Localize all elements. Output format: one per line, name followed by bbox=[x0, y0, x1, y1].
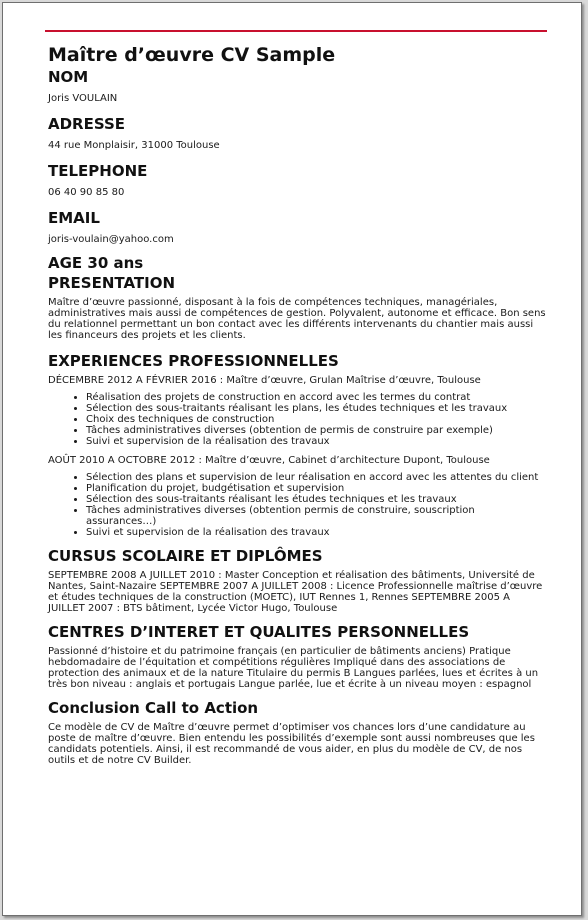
list-item: • Choix des techniques de construction bbox=[86, 414, 548, 425]
cursus-heading: CURSUS SCOLAIRE ET DIPLÔMES bbox=[48, 547, 323, 565]
list-item: • Réalisation des projets de construction en accord avec les termes du contrat bbox=[86, 392, 548, 403]
job-tasks-list bbox=[48, 392, 548, 447]
cv-content bbox=[48, 43, 548, 766]
experiences-heading: EXPERIENCES PROFESSIONNELLES bbox=[48, 352, 339, 370]
cursus-text: SEPTEMBRE 2008 A JUILLET 2010 : Master Conception et réalisation des bâtiments, Université de Nantes, Saint-Nazaire SEPTEMBRE 2007 A JUILLET 2008 : Licence Professionnelle maîtrise d’œuvre et études techniques de la construction (MOETC), IUT Rennes 1, Rennes SEPTEMBRE 2005 A JUILLET 2007 : BTS bâtiment, Lycée Victor Hugo, Toulouse bbox=[48, 570, 543, 614]
list-item: • Suivi et supervision de la réalisation des travaux bbox=[86, 527, 548, 538]
job-title: DÉCEMBRE 2012 A FÉVRIER 2016 : Maître d’œuvre, Grulan Maîtrise d’œuvre, Toulouse bbox=[48, 375, 481, 386]
interets-text: Passionné d’histoire et du patrimoine français (en particulier de bâtiments anciens) Pratique hebdomadaire de l’équitation et compétitions régulières Impliqué dans des associations de protection des animaux et de la nature Titulaire du permis B Langues parlées, lues et écrites à un très bon niveau : anglais et portugais Langue parlée, lue et écrite à un niveau moyen : espagnol bbox=[48, 646, 539, 690]
page-title: Maître d’œuvre CV Sample bbox=[48, 44, 336, 66]
adresse-heading: ADRESSE bbox=[48, 115, 126, 133]
list-item: • Tâches administratives diverses (obtention de permis de construire par exemple) bbox=[86, 425, 548, 436]
age-heading: AGE 30 ans bbox=[48, 254, 144, 272]
telephone-value: 06 40 90 85 80 bbox=[48, 187, 125, 198]
conclusion-text: Ce modèle de CV de Maître d’œuvre permet d’optimiser vos chances lors d’une candidature au poste de maître d’œuvre. Bien entendu les possibilités d’exemple sont aussi nombreuses que les candidats potentiels. Ainsi, il est recommandé de vous aider, en plus du modèle de CV, de nos outils et de notre CV Builder. bbox=[48, 722, 535, 766]
list-item: • Sélection des sous-traitants réalisant les plans, les études techniques et les travaux bbox=[86, 403, 548, 414]
presentation-text: Maître d’œuvre passionné, disposant à la fois de compétences techniques, managériales, administratives mais aussi de compétences de gestion. Polyvalent, autonome et efficace. Bon sens du relationnel permettant un bon contact avec les différents intervenants du chantier mais aussi les financeurs des projets et les clients. bbox=[48, 297, 546, 341]
job-title: AOÛT 2010 A OCTOBRE 2012 : Maître d’œuvre, Cabinet d’architecture Dupont, Toulouse bbox=[48, 455, 490, 466]
adresse-value: 44 rue Monplaisir, 31000 Toulouse bbox=[48, 140, 220, 151]
job-tasks-list bbox=[48, 472, 548, 538]
interets-heading: CENTRES D’INTERET ET QUALITES PERSONNELLES bbox=[48, 623, 470, 641]
telephone-heading: TELEPHONE bbox=[48, 162, 148, 180]
top-accent-line bbox=[45, 30, 547, 32]
list-item: • Sélection des sous-traitants réalisant les études techniques et les travaux bbox=[86, 494, 548, 505]
cv-page bbox=[2, 2, 582, 916]
conclusion-heading: Conclusion Call to Action bbox=[48, 699, 259, 717]
nom-heading: NOM bbox=[48, 68, 89, 86]
email-heading: EMAIL bbox=[48, 209, 100, 227]
list-item: • Sélection des plans et supervision de leur réalisation en accord avec les attentes du client bbox=[86, 472, 548, 483]
nom-value: Joris VOULAIN bbox=[48, 93, 118, 104]
email-value: joris-voulain@yahoo.com bbox=[48, 234, 174, 245]
presentation-heading: PRESENTATION bbox=[48, 274, 176, 292]
list-item: • Tâches administratives diverses (obtention permis de construire, souscription assurances…) bbox=[86, 505, 548, 527]
list-item: • Planification du projet, budgétisation et supervision bbox=[86, 483, 548, 494]
list-item: • Suivi et supervision de la réalisation des travaux bbox=[86, 436, 548, 447]
